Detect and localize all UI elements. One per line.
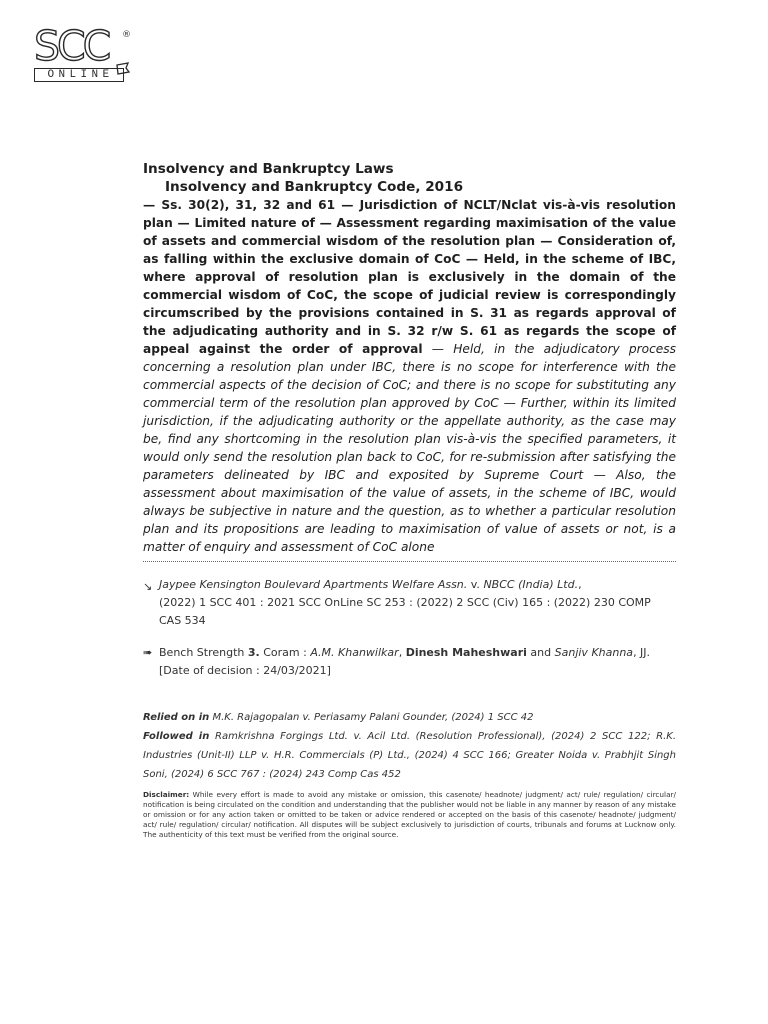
- judge-khanna: Sanjiv Khanna: [554, 646, 634, 659]
- followed-in-label: Followed in: [143, 731, 210, 742]
- bench-details: [143, 644, 676, 680]
- judge-maheshwari: Dinesh Maheshwari: [405, 646, 527, 659]
- bench-arrow-icon: ➠: [143, 646, 153, 659]
- decision-date: [Date of decision : 24/03/2021]: [159, 664, 331, 677]
- disclaimer-label: Disclaimer:: [143, 790, 190, 799]
- headnote-bold-text: — Ss. 30(2), 31, 32 and 61 — Jurisdiction of NCLT/Nclat vis-à-vis resolution plan — Limited nature of — Assessment regarding maximisation of the value of assets and commercial wisdom of the resolution plan — Consideration of, as falling within the exclusive domain of CoC — Held, in the scheme of IBC, where approval of resolution plan is exclusively in the domain of the commercial wisdom of CoC, the scope of judicial review is correspondingly circumscribed by the provisions contained in S. 31 as regards approval of the adjudicating authority and in S. 32 r/w S. 61 as regards the scope of appeal against the order of approval: [143, 198, 676, 356]
- bench-strength: 3.: [247, 646, 260, 659]
- judges-suffix: , JJ.: [633, 646, 651, 659]
- logo-flag-icon: [116, 62, 130, 76]
- scc-online-logo: [32, 22, 132, 88]
- logo-online-box: ONLINE: [34, 68, 124, 82]
- case-reports: (2022) 1 SCC 401 : 2021 SCC OnLine SC 253 : (2022) 2 SCC (Civ) 165 : (2022) 230 COMP CAS 534: [159, 596, 651, 627]
- coram-label: Coram :: [259, 646, 311, 659]
- registered-mark: ®: [122, 30, 131, 40]
- case-v: v.: [467, 578, 484, 591]
- followed-in-text: Ramkrishna Forgings Ltd. v. Acil Ltd. (Resolution Professional), (2024) 2 SCC 122; R.K. Industries (Unit-II) LLP v. H.R. Commercials (P) Ltd., (2024) 4 SCC 166; Greater Noida v. Prabhjit Singh Soni, (2024) 6 SCC 767 : (2024) 243 Comp Cas 452: [143, 731, 676, 780]
- case-citation: [143, 576, 676, 630]
- subject-heading: Insolvency and Bankruptcy Laws: [143, 161, 394, 177]
- logo-brand: SCC: [34, 22, 109, 70]
- judge-khanwilkar: A.M. Khanwilkar: [310, 646, 399, 659]
- case-comma: ,: [578, 578, 582, 591]
- disclaimer-text: While every effort is made to avoid any mistake or omission, this casenote/ headnote/ judgment/ act/ rule/ regulation/ circular/ notification is being circulated on the condition and understanding that the publisher would not be liable in any manner by reason of any mistake or omission or for any action taken or omitted to be taken or advice rendered or accepted on the basis of this casenote/ headnote/ judgment/ act/ rule/ regulation/ circular/ notification. All disputes will be subject exclusively to jurisdiction of courts, tribunals and forums at Lucknow only. The authenticity of this text must be verified from the original source.: [143, 790, 676, 839]
- relied-on-line: [143, 708, 676, 727]
- relied-on-label: Relied on in: [143, 712, 210, 723]
- disclaimer: [143, 790, 676, 840]
- citation-arrow-icon: ↘: [143, 580, 153, 593]
- case-name[interactable]: Jaypee Kensington Boulevard Apartments Welfare Assn.: [159, 578, 468, 591]
- judge-sep-2: and: [526, 646, 555, 659]
- bench-prefix: Bench Strength: [159, 646, 248, 659]
- casenote-content: [143, 160, 676, 840]
- act-heading: Insolvency and Bankruptcy Code, 2016: [165, 179, 464, 195]
- followed-in-line: [143, 727, 676, 784]
- subsequent-history: [143, 708, 676, 784]
- relied-on-text: M.K. Rajagopalan v. Periasamy Palani Gounder, (2024) 1 SCC 42: [209, 712, 534, 723]
- headnote-paragraph: [143, 196, 676, 556]
- case-respondent[interactable]: NBCC (India) Ltd.: [483, 578, 579, 591]
- headnote-dash: —: [422, 342, 454, 356]
- headnote-italic-text: Held, in the adjudicatory process concerning a resolution plan under IBC, there is no scope for interference with the commercial aspects of the decision of CoC; and there is no scope for substituting any commercial term of the resolution plan approved by CoC — Further, within its limited jurisdiction, if the adjudicating authority or the appellate authority, as the case may be, find any shortcoming in the resolution plan vis-à-vis the specified parameters, it would only send the resolution plan back to CoC, for re-submission after satisfying the parameters delineated by IBC and exposited by Supreme Court — Also, the assessment about maximisation of the value of assets, in the scheme of IBC, would always be subjective in nature and the question, as to whether a particular resolution plan and its propositions are leading to maximisation of value of assets or not, is a matter of enquiry and assessment of CoC alone: [143, 342, 677, 554]
- judge-sep-1: ,: [398, 646, 406, 659]
- dotted-divider: [143, 561, 676, 562]
